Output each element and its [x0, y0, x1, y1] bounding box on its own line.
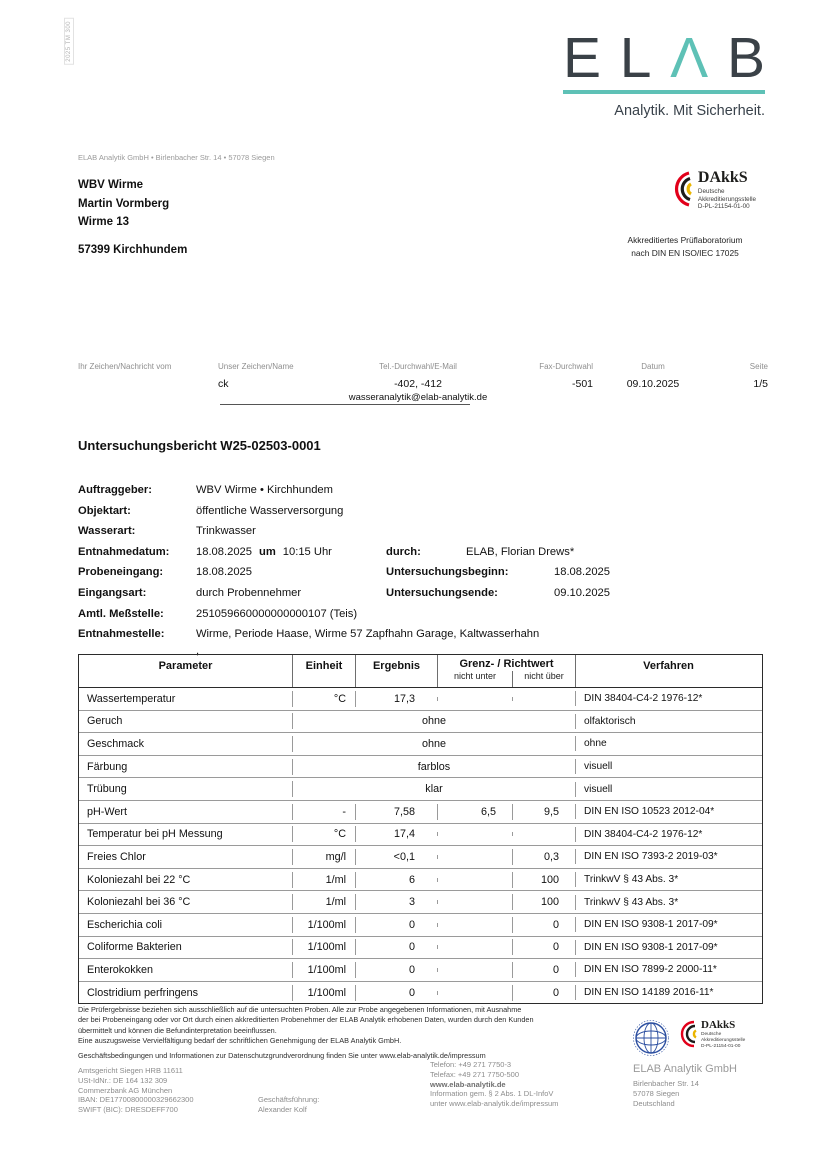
cell-parameter: Freies Chlor — [87, 850, 146, 863]
footer-swift: SWIFT (BIC): DRESDEFF700 — [78, 1105, 178, 1115]
disclaimer-line5: Geschäftsbedingungen und Informationen zur Datenschutzgrundverordnung finden Sie unter www.elab-analytik.de/impressum — [78, 1050, 486, 1060]
meta-label-entnahmestelle: Entnahmestelle: — [78, 628, 165, 641]
cell-nicht-unter — [437, 900, 512, 904]
meta-value-entnahmedatum — [196, 542, 386, 563]
logo-underline — [563, 90, 765, 94]
meta-value-entnahmestelle: Wirme, Periode Haase, Wirme 57 Zapfhahn Garage, Kaltwasserhahn — [196, 628, 540, 641]
dakks-logo — [667, 170, 756, 211]
accreditation-note-line2: nach DIN EN ISO/IEC 17025 — [631, 247, 739, 258]
cell-nicht-unter — [437, 855, 512, 859]
meta-label-durch: durch: — [386, 545, 421, 558]
meta-value-messstelle: 251059660000000000107 (Teis) — [196, 607, 358, 620]
footer-website: www.elab-analytik.de — [430, 1079, 506, 1089]
meta-value-entnahmestelle-wrap: , — [196, 644, 200, 657]
cell-parameter: Koloniezahl bei 22 °C — [87, 873, 191, 886]
cell-verfahren: DIN EN ISO 9308-1 2017-09* — [575, 917, 761, 932]
footer-company-street: Birlenbacher Str. 14 — [633, 1079, 699, 1088]
sender-line: ELAB Analytik GmbH • Birlenbacher Str. 14 • 57078 Siegen — [78, 153, 275, 162]
recipient-city: 57399 Kirchhundem — [78, 243, 188, 256]
meta-label-auftraggeber: Auftraggeber: — [78, 484, 152, 496]
dakks-registration-number: D-PL-21154-01-00 — [697, 203, 750, 211]
meta-label-untersuchungsende: Untersuchungsende: — [386, 586, 498, 599]
cell-einheit: 1/100ml — [292, 962, 355, 978]
cell-ergebnis: 0 — [355, 962, 437, 978]
table-row — [79, 845, 762, 868]
header-einheit: Einheit — [292, 655, 355, 687]
margin-code: 2025 TM 300 — [64, 18, 74, 65]
footer-company-country: Deutschland — [633, 1098, 675, 1108]
cell-parameter: pH-Wert — [87, 805, 127, 818]
footer-court: Amtsgericht Siegen HRB 11611 — [78, 1066, 183, 1075]
meta-value-durch: ELAB, Florian Drews* — [466, 545, 575, 558]
ref-label-seite: Seite — [749, 362, 768, 371]
cell-einheit: 1/100ml — [292, 939, 355, 955]
cell-verfahren: visuell — [575, 782, 761, 797]
header-grenzwert — [437, 655, 575, 687]
um-label: um — [259, 545, 276, 558]
table-row — [79, 688, 762, 710]
ref-value-tel: -402, -412 — [394, 378, 442, 390]
footer-company-zip: 57078 Siegen — [633, 1088, 680, 1098]
table-row — [79, 710, 762, 733]
dakks-sub-1: Deutsche — [697, 188, 725, 195]
cell-parameter: Escherichia coli — [87, 918, 163, 931]
table-row — [79, 823, 762, 846]
dakks-arcs-small-icon — [679, 1020, 699, 1048]
cell-parameter: Temperatur bei pH Messung — [87, 828, 223, 841]
footer-info-line2: unter www.elab-analytik.de/impressum — [430, 1099, 559, 1109]
cell-nicht-ueber: 9,5 — [512, 804, 575, 820]
cell-verfahren: TrinkwV § 43 Abs. 3* — [575, 895, 761, 910]
cell-nicht-ueber — [512, 832, 575, 836]
meta-label-objektart: Objektart: — [78, 504, 131, 517]
cell-nicht-ueber: 0 — [512, 962, 575, 978]
dakks-small-wordmark: DAkkS — [701, 1019, 736, 1031]
meta-label-eingangsart: Eingangsart: — [78, 586, 147, 599]
cell-parameter: Trübung — [87, 783, 127, 796]
dakks-subtext — [698, 188, 756, 211]
cell-ergebnis: <0,1 — [355, 849, 437, 865]
meta-row-entnahmestelle — [78, 624, 768, 645]
cell-ergebnis: 6 — [355, 872, 437, 888]
cell-einheit: °C — [292, 691, 355, 707]
cell-einheit: 1/ml — [292, 872, 355, 888]
meta-value-wasserart: Trinkwasser — [196, 525, 256, 538]
meta-label-entnahmedatum: Entnahmedatum: — [78, 545, 170, 558]
table-row — [79, 936, 762, 959]
cell-verfahren: ohne — [575, 736, 761, 751]
footer-iban: IBAN: DE17700800000329662300 — [78, 1095, 194, 1105]
accreditation-note — [600, 234, 770, 259]
footer-management — [258, 1095, 319, 1115]
cell-verfahren: DIN EN ISO 7899-2 2000-11* — [575, 962, 761, 977]
meta-row-objektart — [78, 501, 768, 522]
cell-parameter: Koloniezahl bei 36 °C — [87, 896, 191, 909]
footer-management-name: Alexander Kolf — [258, 1104, 307, 1114]
cell-verfahren: DIN EN ISO 10523 2012-04* — [575, 804, 761, 819]
cell-ergebnis: 0 — [355, 939, 437, 955]
ilac-mra-logo-icon — [633, 1020, 669, 1056]
table-row — [79, 958, 762, 981]
ref-value-fax: -501 — [571, 378, 593, 390]
dakks-small-registration-number: D-PL-21154-01-00 — [701, 1043, 741, 1049]
meta-label-messstelle: Amtl. Meßstelle: — [78, 607, 164, 620]
logo-letter-b: B — [726, 26, 765, 90]
recipient-contact: Martin Vormberg — [78, 197, 170, 210]
cell-parameter: Färbung — [87, 760, 128, 773]
cell-ergebnis: 3 — [355, 894, 437, 910]
footer-vat-id: USt-IdNr.: DE 164 132 309 — [78, 1075, 168, 1085]
recipient-address — [78, 176, 187, 259]
ref-value-unser-zeichen: ck — [218, 378, 229, 390]
cell-nicht-unter — [437, 878, 512, 882]
disclaimer-line4: Eine auszugsweise Vervielfältigung bedarf der schriftlichen Genehmigung der ELAB Analytik GmbH. — [78, 1036, 402, 1046]
cell-nicht-unter — [437, 945, 512, 949]
disclaimer-line3: übermittelt und können die Befundinterpretation beeinflussen. — [78, 1025, 277, 1035]
ref-tel — [323, 362, 513, 403]
footer-company-name: ELAB Analytik GmbH — [633, 1063, 737, 1075]
table-row — [79, 868, 762, 891]
cell-verfahren: olfaktorisch — [575, 714, 761, 729]
cell-verfahren: DIN 38404-C4-2 1976-12* — [575, 827, 761, 842]
elab-logo — [563, 26, 765, 119]
cell-merged-value: ohne — [292, 736, 575, 752]
footer-management-label: Geschäftsführung: — [258, 1095, 320, 1104]
ref-value-seite: 1/5 — [753, 378, 768, 390]
cell-merged-value: ohne — [292, 713, 575, 729]
report-title: Untersuchungsbericht W25-02503-0001 — [78, 438, 321, 453]
cell-merged-value: farblos — [292, 759, 575, 775]
table-row — [79, 755, 762, 778]
cell-parameter: Coliforme Bakterien — [87, 941, 182, 954]
ref-label-tel: Tel.-Durchwahl/E-Mail — [379, 362, 457, 371]
cell-parameter: Enterokokken — [87, 963, 154, 976]
cell-verfahren: DIN 38404-C4-2 1976-12* — [575, 691, 761, 706]
ref-unser-zeichen — [218, 362, 323, 403]
cell-nicht-unter — [437, 968, 512, 972]
reference-row — [78, 362, 768, 403]
dakks-small-sub-1: Deutsche — [701, 1032, 722, 1037]
table-row — [79, 777, 762, 800]
cell-verfahren: DIN EN ISO 9308-1 2017-09* — [575, 940, 761, 955]
cell-ergebnis: 17,3 — [355, 691, 437, 707]
cell-nicht-ueber: 0 — [512, 939, 575, 955]
ref-label-fax: Fax-Durchwahl — [539, 362, 593, 371]
header-grenzwert-sub — [438, 671, 575, 687]
accreditation-note-line1: Akkreditiertes Prüflaboratorium — [627, 235, 743, 245]
cell-einheit: °C — [292, 826, 355, 842]
cell-verfahren: TrinkwV § 43 Abs. 3* — [575, 872, 761, 887]
meta-value-untersuchungsende: 09.10.2025 — [554, 586, 610, 599]
dakks-small-subtext — [701, 1032, 745, 1049]
ref-ihr-zeichen — [78, 362, 218, 403]
ref-value-datum: 09.10.2025 — [626, 378, 680, 390]
meta-label-wasserart: Wasserart: — [78, 525, 136, 538]
cell-ergebnis: 17,4 — [355, 826, 437, 842]
logo-triangle-a-icon: Λ — [670, 26, 709, 90]
footer-phone: Telefon: +49 271 7750-3 — [430, 1060, 512, 1069]
elab-wordmark — [563, 26, 765, 90]
cell-parameter: Clostridium perfringens — [87, 986, 199, 999]
results-table — [78, 654, 763, 1004]
meta-row-wasserart — [78, 521, 768, 542]
header-parameter: Parameter — [158, 660, 213, 672]
entnahme-time: 10:15 Uhr — [282, 545, 332, 558]
logo-letter-l: L — [619, 26, 652, 90]
header-ergebnis: Ergebnis — [355, 655, 437, 687]
cell-verfahren: visuell — [575, 759, 761, 774]
logo-letter-e: E — [563, 26, 602, 90]
cell-nicht-ueber: 0 — [512, 917, 575, 933]
ref-label-ihr-zeichen: Ihr Zeichen/Nachricht vom — [78, 362, 172, 371]
cell-verfahren: DIN EN ISO 14189 2016-11* — [575, 985, 761, 1000]
meta-value-probeneingang: 18.08.2025 — [196, 566, 252, 579]
cell-verfahren: DIN EN ISO 7393-2 2019-03* — [575, 849, 761, 864]
cell-nicht-ueber: 100 — [512, 872, 575, 888]
dakks-small-sub-2: Akkreditierungsstelle — [701, 1037, 746, 1043]
meta-label-untersuchungsbeginn: Untersuchungsbeginn: — [386, 566, 509, 579]
dakks-sub-2: Akkreditierungsstelle — [697, 195, 756, 203]
footer-fax: Telefax: +49 271 7750-500 — [430, 1069, 520, 1079]
header-grenzwert-title: Grenz- / Richtwert — [459, 658, 554, 670]
cell-nicht-unter — [437, 832, 512, 836]
footer-info-line1: Information gem. § 2 Abs. 1 DL-InfoV — [430, 1089, 554, 1099]
meta-value-eingangsart: durch Probennehmer — [196, 586, 302, 599]
table-row — [79, 913, 762, 936]
table-row — [79, 732, 762, 755]
header-verfahren: Verfahren — [575, 655, 761, 687]
cell-parameter: Wassertemperatur — [87, 692, 176, 705]
meta-row-probeneingang — [78, 562, 768, 583]
ref-seite — [713, 362, 768, 403]
cell-ergebnis: 7,58 — [355, 804, 437, 820]
disclaimer — [78, 1005, 534, 1061]
sample-metadata — [78, 480, 768, 657]
cell-einheit: mg/l — [292, 849, 355, 865]
footer-company-address — [633, 1062, 737, 1108]
meta-row-auftraggeber — [78, 480, 768, 501]
entnahme-date: 18.08.2025 — [196, 545, 252, 558]
table-row — [79, 800, 762, 823]
cell-parameter: Geschmack — [87, 737, 144, 750]
meta-value-objektart: öffentliche Wasserversorgung — [196, 504, 344, 517]
footer-contact — [430, 1060, 558, 1109]
cell-einheit: 1/ml — [292, 894, 355, 910]
header-nicht-unter: nicht unter — [453, 671, 496, 681]
cell-ergebnis: 0 — [355, 985, 437, 1001]
cell-parameter: Geruch — [87, 715, 123, 728]
cell-einheit: - — [292, 804, 355, 820]
cell-nicht-unter: 6,5 — [437, 804, 512, 820]
disclaimer-line1: Die Prüfergebnisse beziehen sich ausschließlich auf die untersuchten Proben. Alle zur Probe angegebenen Informationen, mit Ausnahme — [78, 1005, 522, 1014]
meta-row-entnahmedatum — [78, 542, 768, 563]
logo-tagline: Analytik. Mit Sicherheit. — [614, 103, 765, 119]
disclaimer-line2: der bei Probeneingang oder vor Ort durch einen akkreditierten Probenehmer der ELAB Analytik erhobenen Daten, wurden durch den Kunden — [78, 1015, 534, 1025]
cell-merged-value: klar — [292, 781, 575, 797]
ref-fax — [513, 362, 593, 403]
cell-nicht-ueber: 0,3 — [512, 849, 575, 865]
ref-label-unser-zeichen: Unser Zeichen/Name — [218, 362, 294, 371]
ref-value-email: wasseranalytik@elab-analytik.de — [348, 392, 488, 403]
footer-bank: Commerzbank AG München — [78, 1085, 173, 1095]
header-nicht-ueber: nicht über — [512, 671, 575, 687]
cell-nicht-unter — [437, 991, 512, 995]
ref-datum — [593, 362, 713, 403]
meta-value-untersuchungsbeginn: 18.08.2025 — [554, 566, 610, 579]
recipient-name: WBV Wirme — [78, 179, 144, 191]
table-row — [79, 890, 762, 913]
cell-einheit: 1/100ml — [292, 985, 355, 1001]
cell-nicht-ueber — [512, 697, 575, 701]
footer-legal — [78, 1066, 194, 1115]
cell-ergebnis: 0 — [355, 917, 437, 933]
table-row — [79, 981, 762, 1004]
reference-divider — [220, 404, 470, 405]
cell-nicht-unter — [437, 697, 512, 701]
cell-nicht-ueber: 0 — [512, 985, 575, 1001]
results-table-header — [79, 655, 762, 688]
meta-label-probeneingang: Probeneingang: — [78, 566, 164, 579]
ref-label-datum: Datum — [641, 362, 665, 371]
cell-nicht-unter — [437, 923, 512, 927]
dakks-arcs-icon — [667, 170, 695, 208]
meta-value-auftraggeber: WBV Wirme • Kirchhundem — [196, 484, 333, 496]
cell-einheit: 1/100ml — [292, 917, 355, 933]
meta-row-eingangsart — [78, 583, 768, 604]
meta-row-messstelle — [78, 604, 768, 625]
footer-logos — [633, 1020, 745, 1056]
dakks-wordmark: DAkkS — [697, 169, 748, 186]
cell-nicht-ueber: 100 — [512, 894, 575, 910]
recipient-street: Wirme 13 — [78, 216, 130, 228]
